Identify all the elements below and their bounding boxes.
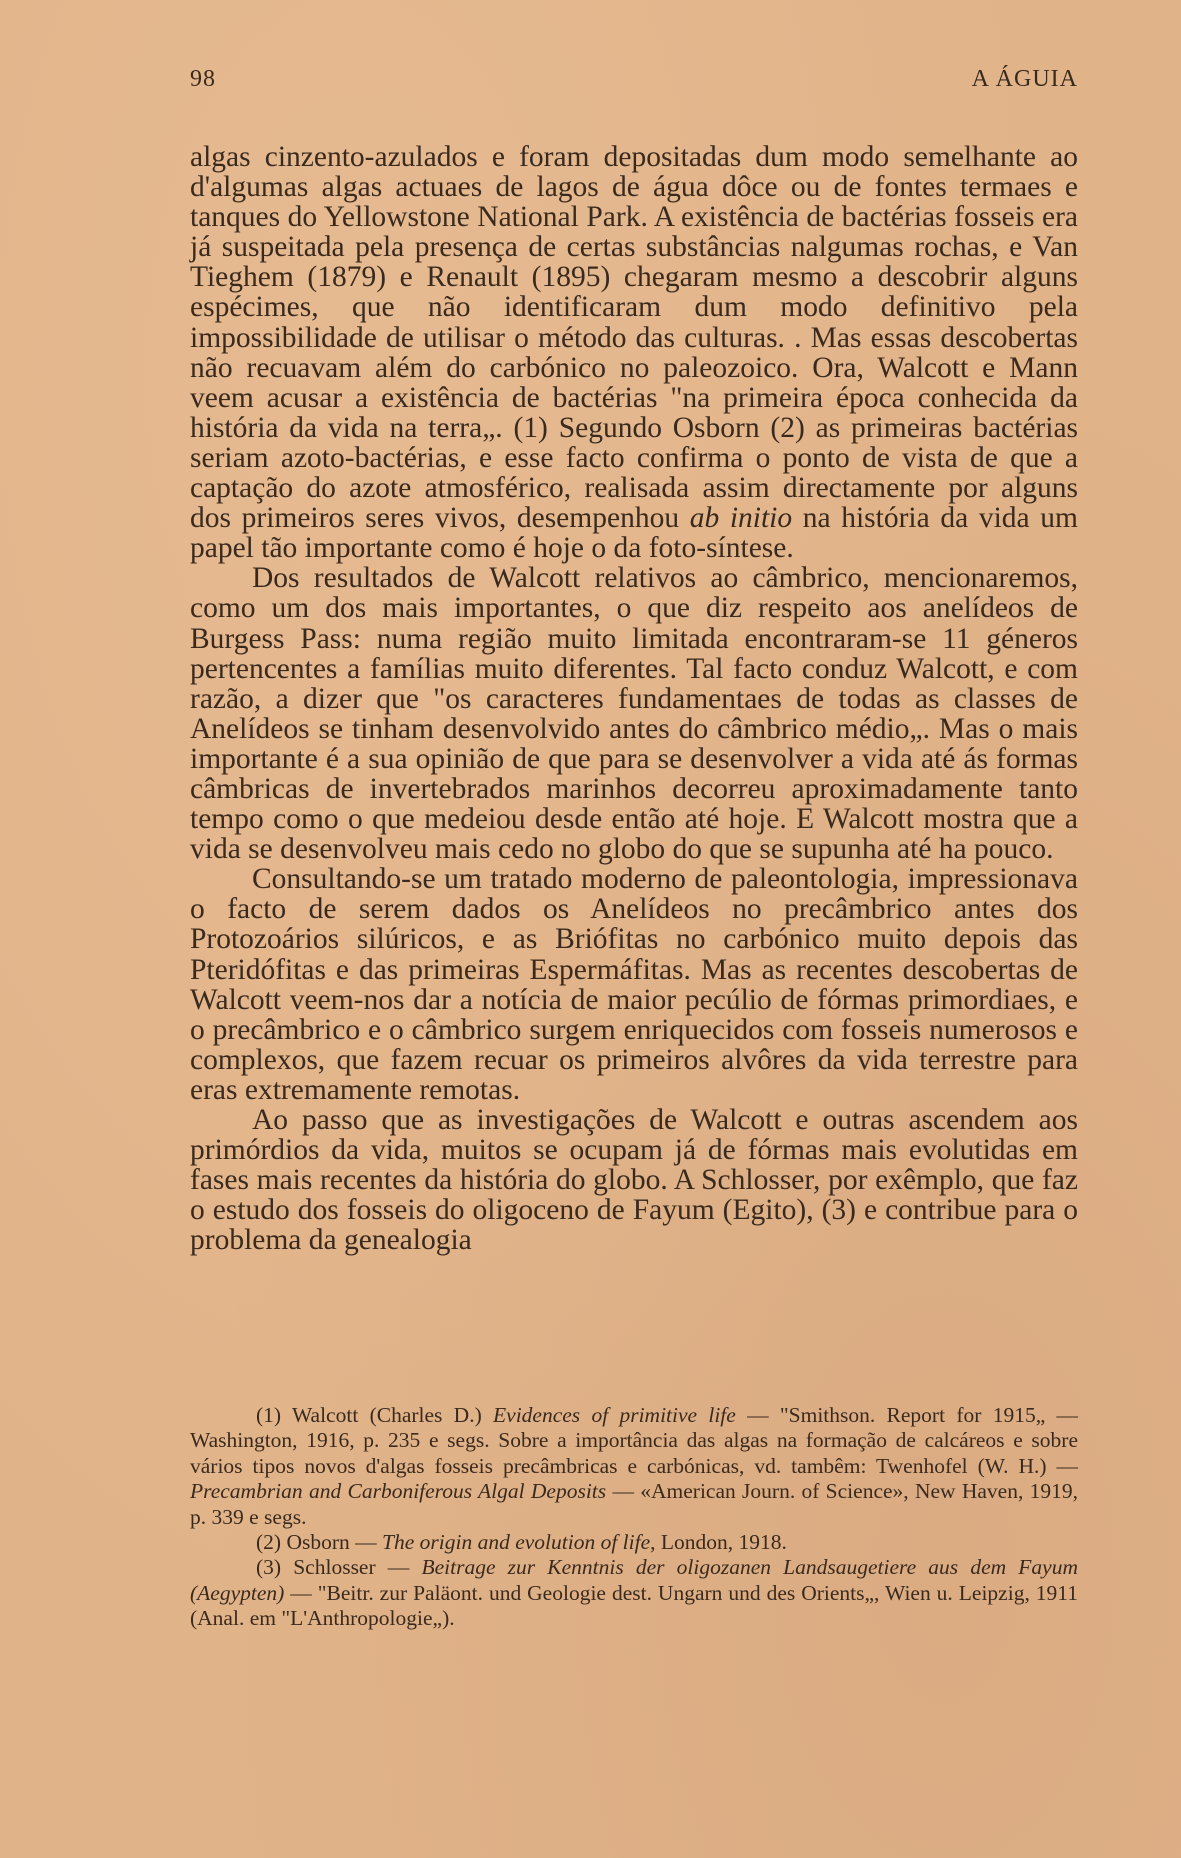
footnote-1-author: Walcott (Charles D.) — [281, 1403, 494, 1427]
paragraph-1-end: na história da vida um papel tão importante como é hoje o da foto-síntese. — [190, 502, 1078, 565]
paragraph-3: Consultando-se um tratado moderno de paleontologia, impressionava o facto de serem dados os Anelídeos no precâmbrico antes dos Protozoários silúricos, e as Briófitas no carbónico muito depois das Pteridófitas e das primeiras Espermáfitas. Mas as recentes descobertas de Walcott veem-nos dar a notícia de maior pecúlio de fórmas primordiaes, e o precâmbrico e o câmbrico surgem enriquecidos com fosseis numerosos e complexos, que fazem recuar os primeiros alvôres da vida terrestre para eras extremamente remotas. — [190, 863, 1078, 1106]
footnote-2-end: , London, 1918. — [650, 1530, 787, 1555]
page-header — [190, 66, 1078, 93]
footnote-ref-2: (2) — [770, 411, 805, 444]
footnote-2-title: The origin and evolution of life — [382, 1530, 651, 1555]
footnote-2-author: Osborn — — [281, 1530, 383, 1555]
footnote-3-mark: (3) — [256, 1555, 282, 1580]
main-text — [190, 142, 1078, 1255]
footnote-3-title: Beitrage zur Kenntnis der oligozanen Landsaugetiere aus dem Fayum (Aegypten) — [190, 1555, 1078, 1605]
footnote-1-end: — «American Journ. of Science», New Haven, 1919, p. 339 e segs. — [190, 1479, 1078, 1529]
page-number: 98 — [190, 66, 216, 92]
footnote-1-text: — "Smithson. Report for 1915„ — Washington, 1916, p. 235 e segs. Sobre a importância das algas na formação de calcáreos e sobre vários tipos novos d'algas fosseis precâmbricas e carbónicas, vd. tambêm: Twenhofel (W. H.) — — [190, 1403, 1079, 1478]
paragraph-4-text: Ao passo que as investigações de Walcott e outras ascendem aos primórdios da vida, muitos se ocupam já de fórmas mais evolutidas em fases mais recentes da história do globo. A Schlosser, por exêmplo, que faz o estudo dos fosseis do oligoceno de Fayum (Egito), — [190, 1104, 1078, 1227]
paragraph-1-cont: as primeiras bactérias seriam azoto-bactérias, e esse facto confirma o ponto de vista de que a captação do azote atmosférico, realisada assim directamente por alguns dos primeiros seres vivos, desempenhou — [190, 411, 1079, 535]
latin-phrase: ab initio — [689, 502, 793, 535]
footnote-1-title-2: Precambrian and Carboniferous Algal Deposits — [190, 1479, 607, 1504]
footnote-1-mark: (1) — [256, 1403, 282, 1427]
footnote-ref-3: (3) — [821, 1194, 856, 1227]
footnote-3-end: — "Beitr. zur Paläont. und Geologie dest. Ungarn und des Orients„, Wien u. Leipzig, 1911 (Anal. em "L'Anthropologie„). — [190, 1580, 1078, 1631]
footnote-1 — [190, 1403, 1078, 1530]
footnote-1-title: Evidences of primitive life — [493, 1403, 736, 1427]
running-title: A ÁGUIA — [971, 66, 1078, 92]
footnote-ref-1: (1) — [513, 411, 548, 444]
paragraph-2: Dos resultados de Walcott relativos ao câmbrico, mencionaremos, como um dos mais importantes, o que diz respeito aos anelídeos de Burgess Pass: numa região muito limitada encontraram-se 11 géneros pertencentes a famílias muito diferentes. Tal facto conduz Walcott, e com razão, a dizer que "os caracteres fundamentaes de todas as classes de Anelídeos se tinham desenvolvido antes do câmbrico médio„. Mas o mais importante é a sua opinião de que para se desenvolver a vida até ás formas câmbricas de invertebrados marinhos decorreu aproximadamente tanto tempo como o que medeiou desde então até hoje. E Walcott mostra que a vida se desenvolveu mais cedo no globo do que se supunha até ha pouco. — [190, 562, 1078, 866]
footnote-2 — [190, 1530, 1078, 1555]
footnote-2-mark: (2) — [256, 1530, 282, 1555]
paragraph-1-text: algas cinzento-azulados e foram depositadas dum modo semelhante ao d'algumas algas actuaes de lagos de água dôce ou de fontes termaes e tanques do Yellowstone National Park. A existência de bactérias fosseis era já suspeitada pela presença de certas substâncias nalgumas rochas, e Van Tieghem (1879) e Renault (1895) chegaram mesmo a descobrir alguns espécimes, que não identificaram dum modo definitivo pela impossibilidade de utilisar o método das culturas. . Mas essas descobertas não recuavam além do carbónico no paleozoico. Ora, Walcott e Mann veem acusar a existência de bactérias "na primeira época conhecida da história da vida na terra„. — [190, 141, 1078, 444]
paragraph-1 — [190, 142, 1078, 563]
footnote-3-author: Schlosser — — [281, 1555, 422, 1580]
paragraph-4-end: e contribue para o problema da genealogia — [190, 1194, 1078, 1257]
footnotes — [190, 1403, 1078, 1632]
footnote-3 — [190, 1555, 1078, 1631]
paragraph-4 — [190, 1105, 1078, 1255]
paragraph-1-mid: Segundo Osborn — [547, 411, 771, 444]
